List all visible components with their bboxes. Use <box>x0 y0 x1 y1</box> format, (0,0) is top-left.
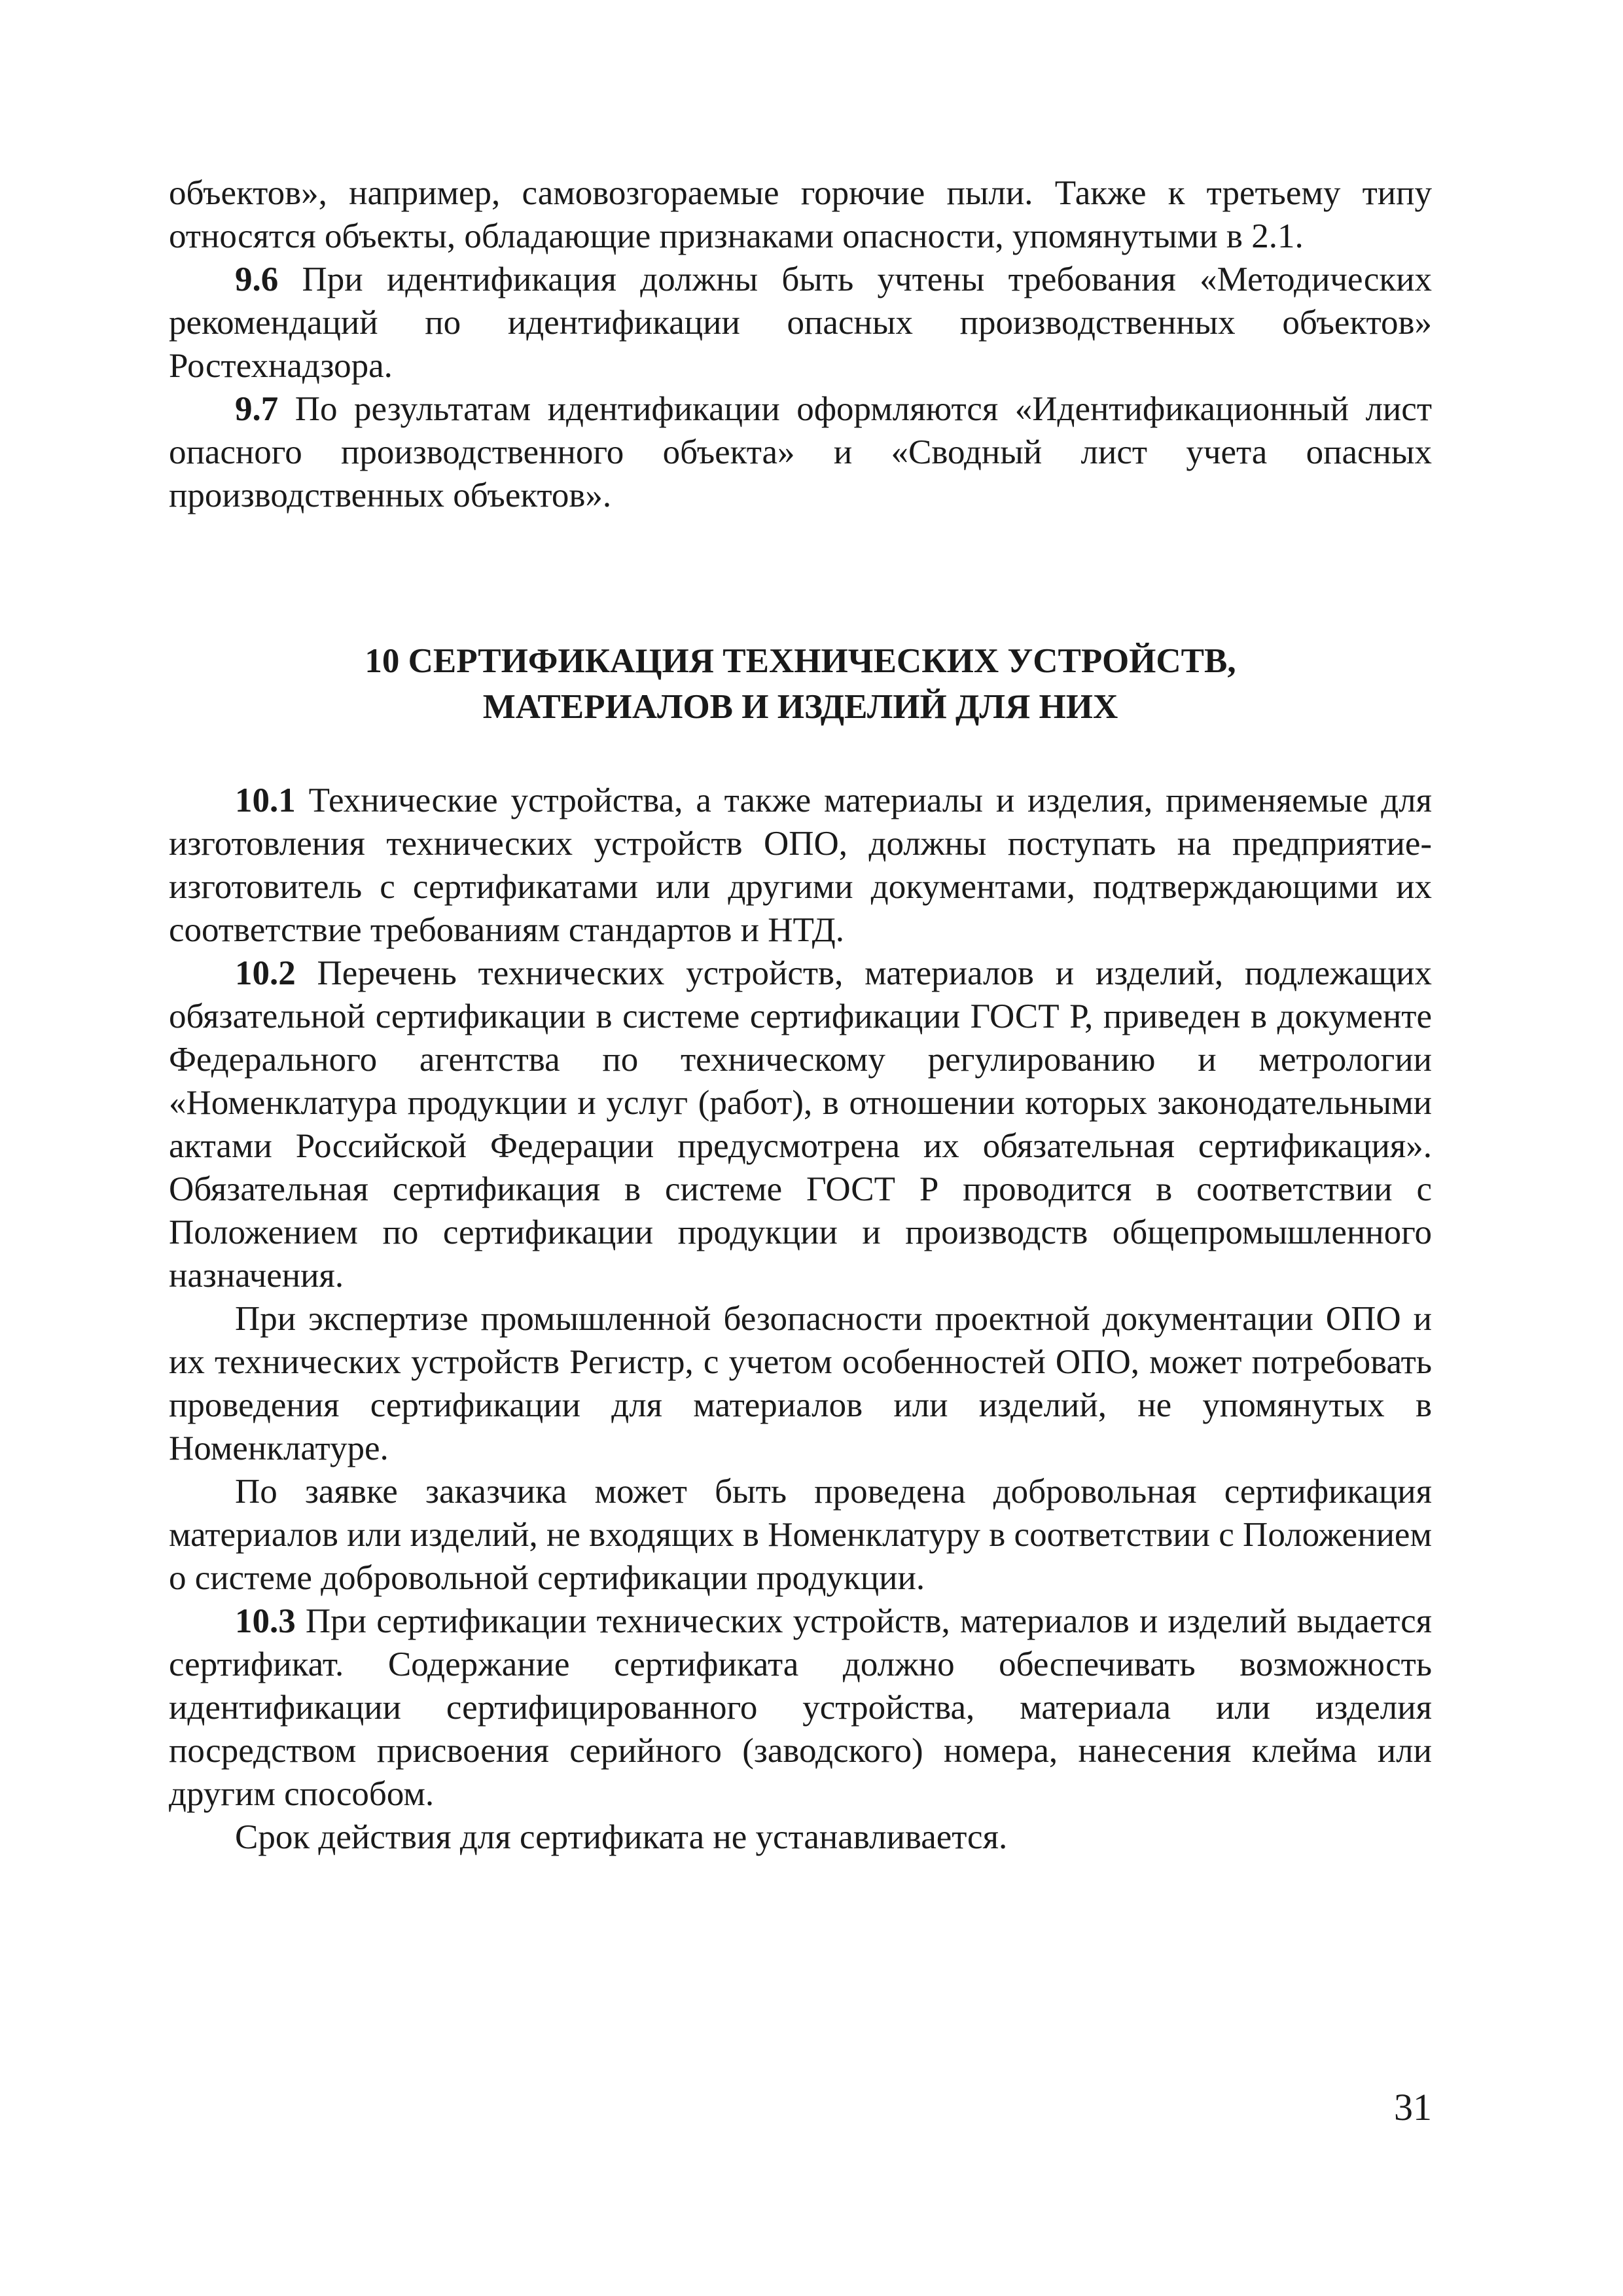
paragraph-number: 10.1 <box>235 781 296 819</box>
paragraph-number: 10.3 <box>235 1602 296 1640</box>
section-heading-line-1: 10 СЕРТИФИКАЦИЯ ТЕХНИЧЕСКИХ УСТРОЙСТВ, <box>365 642 1236 680</box>
paragraph-text: При сертификации технических устройств, материалов и изделий выдается сертификат. Содержание сертификата должно обеспечивать возможность идентификации сертифицированного устройства, материала или изделия посредством присвоения серийного (заводского) номера, нанесения клейма или другим способом. <box>169 1602 1432 1813</box>
section-heading <box>169 638 1432 730</box>
paragraph-text: По результатам идентификации оформляются «Идентификационный лист опасного производственного объекта» и «Сводный лист учета опасных производственных объектов». <box>169 390 1432 514</box>
paragraph-10-1 <box>169 779 1432 952</box>
paragraph-validity: Срок действия для сертификата не устанавливается. <box>235 1818 1008 1856</box>
paragraph-voluntary-certification: По заявке заказчика может быть проведена добровольная сертификация материалов или изделий, не входящих в Номенклатуру в соответствии с Положением о системе добровольной сертификации продукции. <box>169 1473 1432 1597</box>
paragraph-number: 9.7 <box>235 390 279 428</box>
paragraph-expertise: При экспертизе промышленной безопасности проектной документации ОПО и их технических устройств Регистр, с учетом особенностей ОПО, может потребовать проведения сертификации для материалов или изделий, не упомянутых в Номенклатуре. <box>169 1300 1432 1467</box>
paragraph-10-3 <box>169 1600 1432 1816</box>
section-heading-line-2: МАТЕРИАЛОВ И ИЗДЕЛИЙ ДЛЯ НИХ <box>482 688 1118 726</box>
paragraph-10-2 <box>169 952 1432 1297</box>
top-text-block <box>169 171 1432 517</box>
paragraph-number: 10.2 <box>235 954 296 992</box>
paragraph-9-6 <box>169 258 1432 387</box>
page-number: 31 <box>1394 2086 1432 2128</box>
paragraph-text: Перечень технических устройств, материалов и изделий, подлежащих обязательной сертификации в системе сертификации ГОСТ Р, приведен в документе Федерального агентства по техническому регулированию и метрологии «Номенклатура продукции и услуг (работ), в отношении которых законодательными актами Российской Федерации предусмотрена их обязательная сертификация». Обязательная сертификация в системе ГОСТ Р проводится в соответствии с Положением по сертификации продукции и производств общепромышленного назначения. <box>169 954 1432 1295</box>
paragraph-9-7 <box>169 387 1432 517</box>
paragraph-text: При идентификация должны быть учтены требования «Методических рекомендаций по идентификации опасных производственных объектов» Ростехнадзора. <box>169 260 1432 385</box>
continuation-paragraph: объектов», например, самовозгораемые горючие пыли. Также к третьему типу относятся объекты, обладающие признаками опасности, упомянутыми в 2.1. <box>169 174 1432 255</box>
bottom-text-block <box>169 779 1432 1859</box>
paragraph-number: 9.6 <box>235 260 279 298</box>
paragraph-text: Технические устройства, а также материалы и изделия, применяемые для изготовления технических устройств ОПО, должны поступать на предприятие-изготовитель с сертификатами или другими документами, подтверждающими их соответствие требованиям стандартов и НТД. <box>169 781 1432 949</box>
